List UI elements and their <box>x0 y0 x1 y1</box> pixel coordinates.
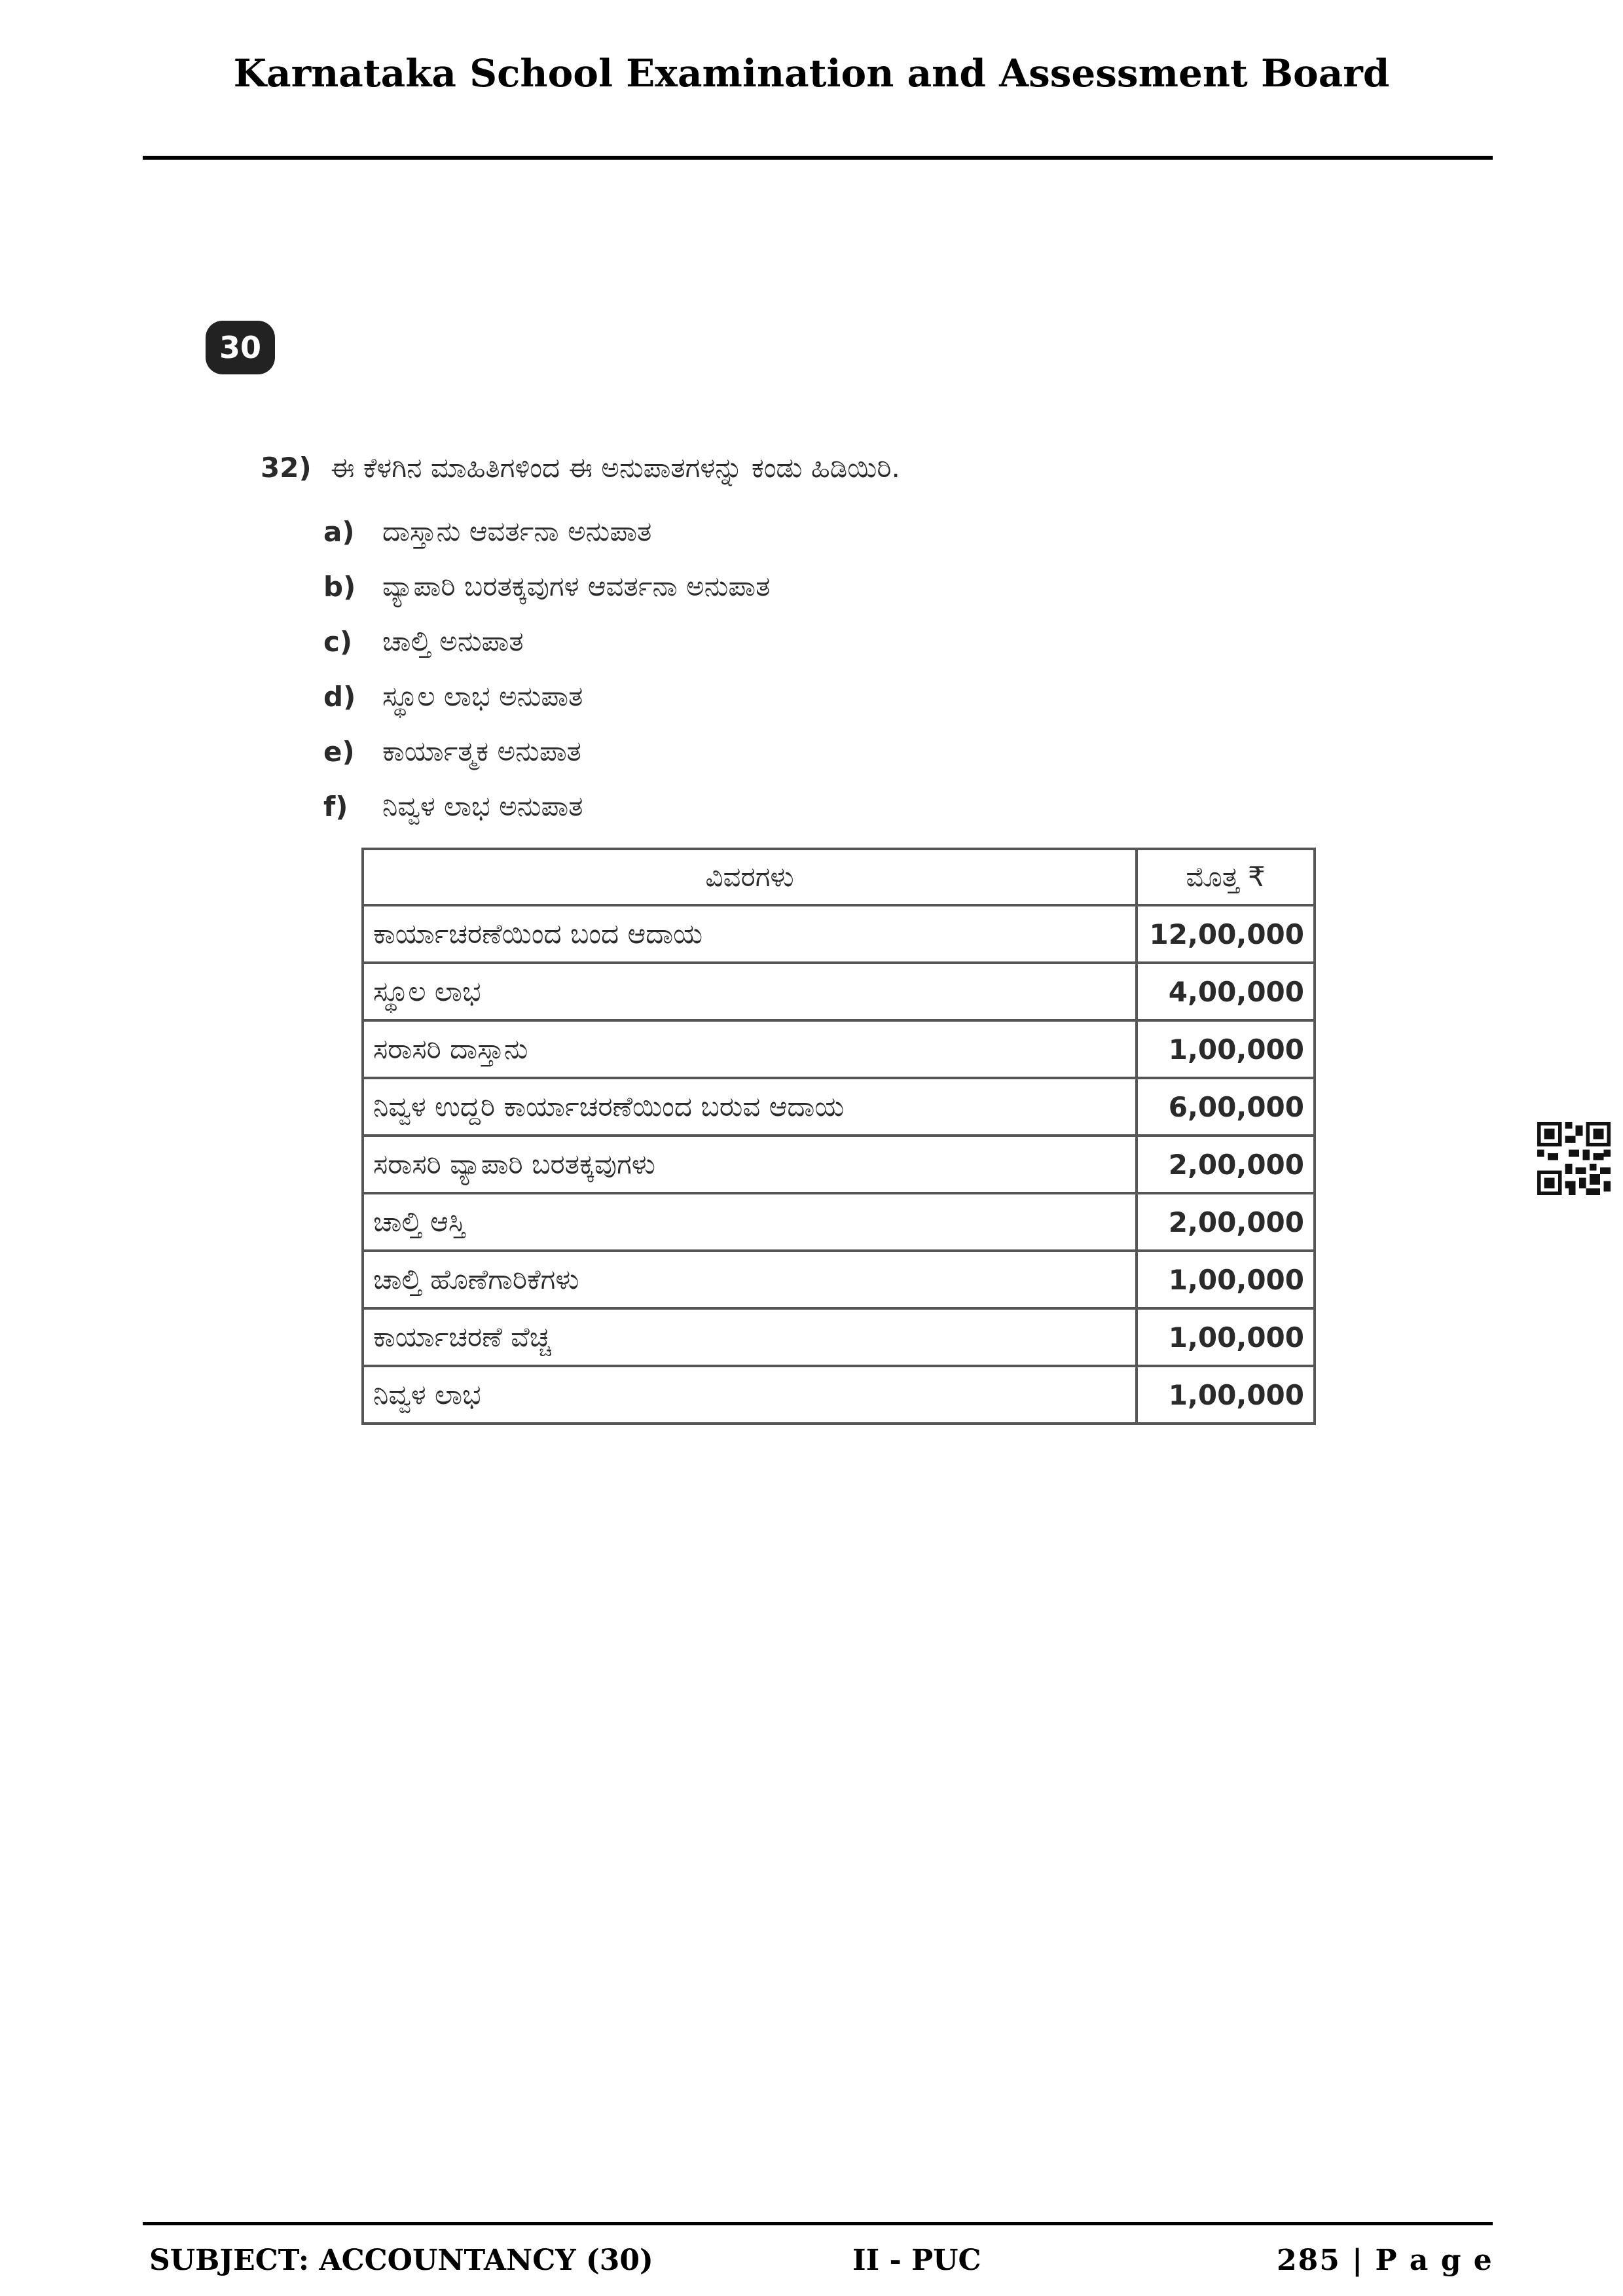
footer-class: II - PUC <box>852 2244 981 2277</box>
row-particular: ಚಾಲ್ತಿ ಆಸ್ತಿ <box>363 1193 1137 1251</box>
part-label: d) <box>323 680 356 713</box>
footer-divider <box>143 2222 1493 2225</box>
row-particular: ಕಾರ್ಯಾಚರಣೆಯಿಂದ ಬಂದ ಆದಾಯ <box>363 905 1137 963</box>
row-amount: 2,00,000 <box>1137 1193 1315 1251</box>
table-row <box>363 1366 1315 1424</box>
table-row <box>363 1020 1315 1078</box>
column-header-particulars: ವಿವರಗಳು <box>363 849 1137 905</box>
row-amount: 6,00,000 <box>1137 1078 1315 1136</box>
row-amount: 1,00,000 <box>1137 1251 1315 1308</box>
part-label: f) <box>323 790 348 823</box>
part-text: ವ್ಯಾಪಾರಿ ಬರತಕ್ಕವುಗಳ ಆವರ್ತನಾ ಅನುಪಾತ <box>382 570 771 602</box>
table-row <box>363 1308 1315 1366</box>
row-particular: ಸ್ಥೂಲ ಲಾಭ <box>363 963 1137 1020</box>
row-amount: 1,00,000 <box>1137 1366 1315 1424</box>
row-amount: 12,00,000 <box>1137 905 1315 963</box>
row-particular: ನಿವ್ವಳ ಲಾಭ <box>363 1366 1137 1424</box>
part-text: ಸ್ಥೂಲ ಲಾಭ ಅನುಪಾತ <box>382 680 583 712</box>
table-row <box>363 1078 1315 1136</box>
question-part <box>323 614 770 669</box>
header-divider <box>143 156 1493 160</box>
row-particular: ಸರಾಸರಿ ವ್ಯಾಪಾರಿ ಬರತಕ್ಕವುಗಳು <box>363 1136 1137 1193</box>
row-amount: 1,00,000 <box>1137 1308 1315 1366</box>
subject-code-badge: 30 <box>206 321 275 374</box>
question-part <box>323 779 770 834</box>
part-label: e) <box>323 735 355 768</box>
table-row <box>363 963 1315 1020</box>
question-text: ಈ ಕೆಳಗಿನ ಮಾಹಿತಿಗಳಿಂದ ಈ ಅನುಪಾತಗಳನ್ನು ಕಂಡು ಹಿಡಿಯಿರಿ. <box>331 452 900 484</box>
question-prompt <box>261 452 900 484</box>
question-part <box>323 669 770 724</box>
data-table <box>361 848 1316 1425</box>
qr-code-icon <box>1537 1122 1611 1195</box>
part-label: a) <box>323 515 355 548</box>
question-part <box>323 504 770 559</box>
table-row <box>363 905 1315 963</box>
table-header-row <box>363 849 1315 905</box>
part-label: b) <box>323 570 356 603</box>
part-text: ಕಾರ್ಯಾತ್ಮಕ ಅನುಪಾತ <box>382 735 581 767</box>
question-part <box>323 559 770 614</box>
question-number: 32) <box>261 452 312 484</box>
table-row <box>363 1251 1315 1308</box>
row-amount: 1,00,000 <box>1137 1020 1315 1078</box>
footer-page-number: 285 | P a g e <box>1277 2244 1493 2277</box>
row-particular: ಚಾಲ್ತಿ ಹೊಣೆಗಾರಿಕೆಗಳು <box>363 1251 1137 1308</box>
row-particular: ಸರಾಸರಿ ದಾಸ್ತಾನು <box>363 1020 1137 1078</box>
part-text: ಚಾಲ್ತಿ ಅನುಪಾತ <box>382 625 524 657</box>
page-header-title: Karnataka School Examination and Assessment Board <box>233 51 1390 96</box>
column-header-amount: ಮೊತ್ತ ₹ <box>1137 849 1315 905</box>
part-label: c) <box>323 625 353 658</box>
part-text: ದಾಸ್ತಾನು ಆವರ್ತನಾ ಅನುಪಾತ <box>382 515 652 547</box>
row-particular: ನಿವ್ವಳ ಉದ್ದರಿ ಕಾರ್ಯಾಚರಣೆಯಿಂದ ಬರುವ ಆದಾಯ <box>363 1078 1137 1136</box>
table-row <box>363 1193 1315 1251</box>
question-parts-list <box>323 504 770 834</box>
row-amount: 4,00,000 <box>1137 963 1315 1020</box>
table-row <box>363 1136 1315 1193</box>
question-part <box>323 724 770 779</box>
row-particular: ಕಾರ್ಯಾಚರಣೆ ವೆಚ್ಚ <box>363 1308 1137 1366</box>
part-text: ನಿವ್ವಳ ಲಾಭ ಅನುಪಾತ <box>382 790 583 822</box>
row-amount: 2,00,000 <box>1137 1136 1315 1193</box>
footer-subject: SUBJECT: ACCOUNTANCY (30) <box>149 2244 653 2277</box>
